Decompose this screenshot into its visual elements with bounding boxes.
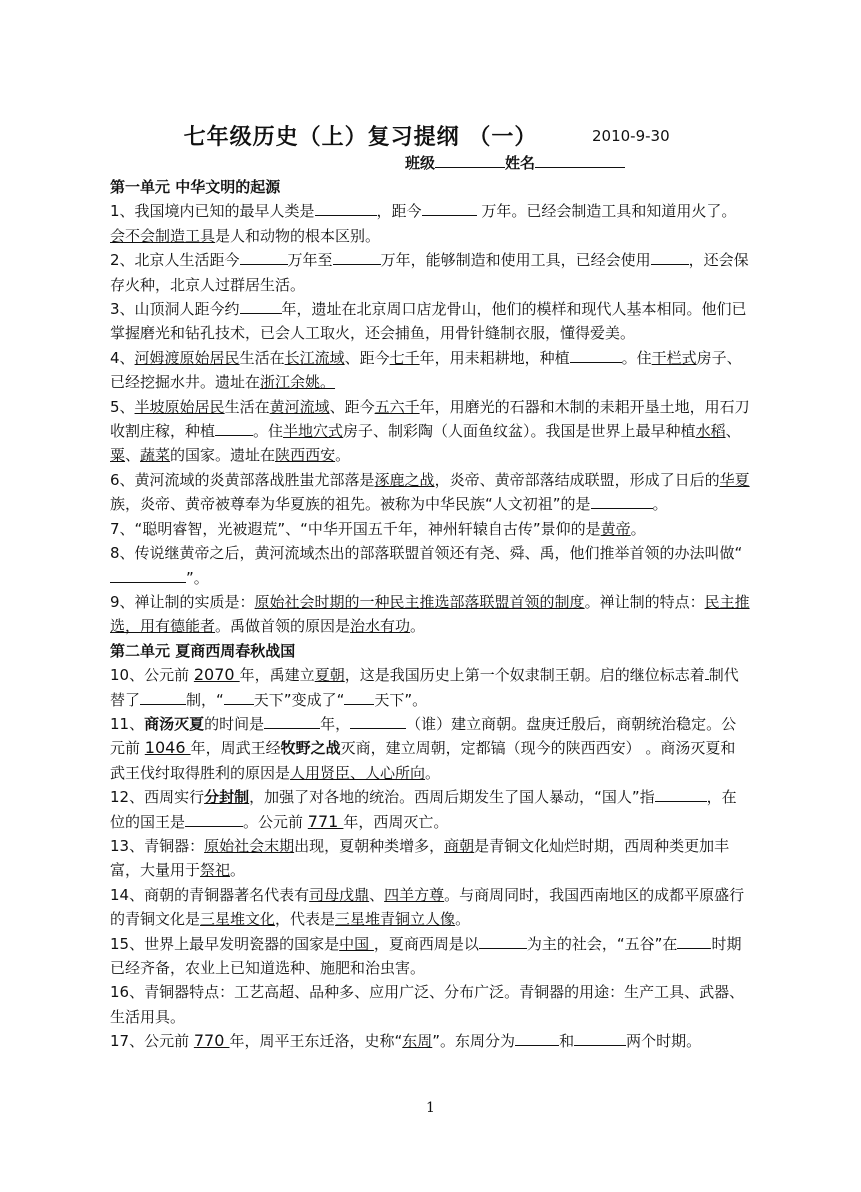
q11-bold-2: 牧野之战	[280, 739, 341, 758]
q11-text-e: 年，周武王经	[190, 739, 281, 758]
q11-text-f: 灭商，建立周朝，定都镐（现今的陕西西安） 。商汤灭夏和武王伐纣取得胜利的原因是	[110, 739, 736, 782]
q15-underline-1: 中国	[339, 934, 374, 953]
question-7	[110, 517, 750, 541]
q1-text-d: 是人和动物的根本区别。	[215, 226, 381, 245]
q7-text-b: 。	[630, 519, 646, 538]
q4-text-f: 房子、已经挖掘水井。遗址在	[110, 348, 742, 392]
question-16	[110, 980, 750, 1029]
q10-blank-4	[344, 690, 374, 705]
class-name-line	[405, 152, 625, 173]
q17-blank-1	[515, 1031, 559, 1046]
outline-content	[110, 175, 750, 1054]
q13-text-c: 是青铜文化灿烂时期，西周种类更加丰富，大量用于	[110, 836, 730, 880]
q11-text-g: 。	[425, 763, 441, 782]
q14-underline-1: 司母戊鼎	[309, 885, 370, 904]
q4-text-c: 、距今	[344, 348, 390, 367]
q6-underline-1: 涿鹿之战	[374, 470, 435, 489]
q5-underline-5: 水稻	[695, 422, 726, 441]
q4-text-e: 。住	[621, 348, 652, 367]
question-2	[110, 248, 750, 297]
q1-blank-2	[422, 201, 477, 216]
q3-text-a: 3、山顶洞人距今约	[110, 300, 240, 319]
q5-text-h: 、	[125, 446, 141, 465]
q15-text-b: ，夏商西周是以	[373, 934, 479, 953]
question-4	[110, 346, 750, 395]
q1-blank-1	[315, 201, 377, 216]
q15-text-d: 时期已经齐备，农业上已知道选种、施肥和治虫害。	[110, 934, 742, 977]
q9-underline-3: 治水有功	[350, 617, 411, 636]
q9-text-a: 9、禅让制的实质是：	[110, 592, 255, 611]
question-8	[110, 541, 750, 590]
q2-blank-3	[651, 250, 689, 265]
q13-underline-1: 原始社会末期	[204, 836, 295, 855]
q5-underline-2: 黄河流域	[269, 397, 330, 416]
q10-text-e: 制，“	[186, 690, 224, 709]
q6-text-b: ，炎帝、黄帝部落结成联盟，形成了日后的	[434, 470, 720, 489]
q2-blank-1	[240, 250, 288, 265]
q3-blank-1	[240, 299, 282, 314]
question-14	[110, 883, 750, 932]
question-3	[110, 297, 750, 346]
q6-text-a: 6、黄河流域的炎黄部落战胜蚩尤部落是	[110, 470, 375, 489]
q5-text-i: 的国家。遗址在	[170, 446, 276, 465]
q5-underline-8: 陕西西安	[275, 446, 336, 465]
q5-underline-4: 半地穴式	[283, 422, 344, 441]
q6-text-d: 。	[652, 495, 668, 514]
q17-underline-2: 东周	[402, 1032, 433, 1051]
q17-underline-1: 770	[193, 1031, 230, 1051]
q6-underline-2: 华夏	[719, 470, 750, 489]
q4-blank-1	[570, 348, 622, 363]
q11-text-d: （谁）建立商朝。盘庚迁殷后，商朝统治稳定。公元前	[110, 714, 737, 758]
q17-blank-2	[574, 1031, 626, 1046]
q4-underline-5: 浙江余姚。	[260, 373, 336, 392]
name-label: 姓名	[505, 154, 536, 172]
q5-text-g: 、	[725, 422, 741, 441]
q14-underline-4: 三星堆青铜立人像	[335, 910, 456, 929]
q11-underline-1: 1046	[144, 738, 191, 758]
q2-text-a: 2、北京人生活距今	[110, 251, 240, 270]
unit1-heading: 第一单元 中华文明的起源	[110, 178, 281, 196]
q1-text-c: 万年。已经会制造工具和知道用火了。	[476, 202, 737, 221]
q16-text-a: 16、青铜器特点：工艺高超、品种多、应用广泛、分布广泛。青铜器的用途：生产工具、武器、生活用具。	[110, 983, 745, 1026]
q10-text-d: 制代替了	[110, 666, 739, 709]
class-blank	[435, 153, 505, 168]
q5-underline-6: 粟	[110, 446, 126, 465]
q17-text-c: ”。东周分为	[432, 1032, 516, 1051]
question-15	[110, 932, 750, 981]
q4-text-d: 年，用耒耜耕地，种植	[419, 348, 570, 367]
q13-underline-2: 商朝	[444, 836, 475, 855]
name-blank	[535, 153, 625, 168]
q12-text-c: ，在位的国王是	[110, 788, 737, 831]
q1-text-a: 1、我国境内已知的最早人类是	[110, 202, 315, 221]
q4-text-b: 生活在	[239, 348, 285, 367]
q6-text-c: 族，炎帝、黄帝被尊奉为华夏族的祖先。被称为中华民族“人文初祖”的是	[110, 495, 591, 514]
q13-text-a: 13、青铜器：	[110, 836, 205, 855]
question-9	[110, 590, 750, 639]
q4-underline-1: 河姆渡原始居民	[134, 348, 240, 367]
q14-text-b: 、	[369, 885, 385, 904]
q14-underline-2: 四羊方尊	[384, 885, 445, 904]
q4-text-a: 4、	[110, 348, 135, 367]
q6-blank-1	[591, 494, 653, 509]
q5-underline-7: 蔬菜	[140, 446, 171, 465]
question-10	[110, 663, 750, 712]
q5-text-b: 生活在	[224, 397, 270, 416]
q14-underline-3: 三星堆文化	[200, 910, 276, 929]
q13-text-b: 出现，夏朝种类增多，	[294, 836, 445, 855]
q12-text-d: 。公元前	[243, 812, 308, 831]
q15-text-c: 为主的社会，“五谷”在	[526, 934, 678, 953]
question-17	[110, 1029, 750, 1053]
q14-text-d: ，代表是	[275, 910, 336, 929]
q4-underline-2: 长江流域	[284, 348, 345, 367]
question-6	[110, 468, 750, 517]
q14-text-c: 。与商周同时，我国西南地区的成都平原盛行的青铜文化是	[110, 885, 745, 929]
q4-underline-3: 七千	[389, 348, 420, 367]
q10-text-b: 年，禹建立	[239, 666, 315, 685]
q10-text-c: ，这是我国历史上第一个奴隶制王朝。启的继位标志着	[344, 666, 705, 685]
q3-text-b: 年，遗址在北京周口店龙骨山，他们的模样和现代人基本相同。他们已掌握磨光和钻孔技术，已会人工取火，还会捕鱼，用骨针缝制衣服，懂得爱美。	[110, 300, 747, 343]
q12-underline-bold: 分封制	[204, 788, 250, 807]
q11-text-c: 年，	[320, 714, 351, 733]
q12-text-a: 12、西周实行	[110, 788, 205, 807]
q10-text-a: 10、公元前	[110, 666, 194, 685]
q11-text-b: 的时间是	[204, 714, 265, 733]
q1-underline-1: 会不会制造工具	[110, 226, 216, 245]
q7-underline-1: 黄帝	[600, 519, 631, 538]
q12-text-e: 年，西周灭亡。	[343, 812, 449, 831]
q5-text-a: 5、	[110, 397, 135, 416]
q14-text-a: 14、商朝的青铜器著名代表有	[110, 885, 310, 904]
q4-underline-4: 干栏式	[651, 348, 697, 367]
q12-text-b: ，加强了对各地的统治。西周后期发生了国人暴动，“国人”指	[249, 788, 655, 807]
question-1	[110, 199, 750, 248]
q17-text-e: 两个时期。	[626, 1032, 702, 1051]
q10-text-g: 天下”。	[374, 690, 428, 709]
q11-underline-2: 人用贤臣、人心所向	[290, 763, 426, 782]
page-number: 1	[426, 1100, 435, 1116]
q10-underline-2: 夏朝	[314, 666, 345, 685]
q14-text-e: 。	[455, 910, 471, 929]
q15-blank-1	[479, 934, 527, 949]
q10-text-f: 天下”变成了“	[253, 690, 345, 709]
q1-text-b: ，距今	[376, 202, 422, 221]
q17-text-b: 年，周平王东迁洛，史称“	[229, 1032, 403, 1051]
q12-blank-2	[185, 812, 243, 827]
q5-blank-1	[215, 421, 253, 436]
class-label: 班级	[405, 154, 436, 172]
q2-text-d: ，还会保存火种，北京人过群居生活。	[110, 251, 749, 294]
q8-text-b: ”。	[186, 568, 209, 587]
q5-text-c: 、距今	[329, 397, 375, 416]
q10-blank-3	[224, 690, 254, 705]
question-5	[110, 395, 750, 468]
q12-blank-1	[655, 787, 707, 802]
q8-blank-1	[110, 568, 186, 583]
q10-blank-2	[140, 690, 186, 705]
q5-text-f: 房子、制彩陶（人面鱼纹盆）。我国是世界上最早种植	[343, 422, 696, 441]
q5-text-e: 。住	[253, 422, 284, 441]
q7-text-a: 7、“聪明睿智，光被遐荒”、“中华开国五千年，神州轩辕自古传”景仰的是	[110, 519, 601, 538]
q9-text-b: 。禅让制的特点：	[584, 592, 705, 611]
question-11	[110, 712, 750, 785]
q15-blank-2	[677, 934, 711, 949]
q15-text-a: 15、世界上最早发明瓷器的国家是	[110, 934, 340, 953]
q9-text-d: 。	[410, 617, 426, 636]
q11-blank-2	[350, 714, 406, 729]
unit2-heading: 第二单元 夏商西周春秋战国	[110, 641, 296, 660]
q11-text-a: 11、	[110, 714, 145, 733]
page-title: 七年级历史（上）复习提纲 （一）	[183, 125, 538, 150]
q9-underline-2: 民主推选，用有德能者	[110, 592, 750, 636]
q5-text-d: 年，用磨光的石器和木制的耒耜开垦土地，用石刀收割庄稼，种植	[110, 397, 750, 441]
question-12	[110, 785, 750, 834]
q13-underline-3: 祭祀	[200, 861, 231, 880]
q12-underline-1: 771	[307, 811, 344, 831]
q17-text-a: 17、公元前	[110, 1032, 194, 1051]
q9-underline-1: 原始社会时期的一种民主推选部落联盟首领的制度	[254, 592, 585, 611]
q2-text-c: 万年，能够制造和使用工具，已经会使用	[380, 251, 651, 270]
q13-text-d: 。	[230, 861, 246, 880]
q10-underline-1: 2070	[193, 665, 240, 685]
q2-blank-2	[333, 250, 381, 265]
q11-bold-1: 商汤灭夏	[144, 714, 205, 733]
q9-text-c: 。禹做首领的原因是	[215, 617, 351, 636]
date-label: 2010-9-30	[592, 127, 670, 145]
q8-text-a: 8、传说继黄帝之后，黄河流域杰出的部落联盟首领还有尧、舜、禹，他们推举首领的办法叫做“	[110, 544, 743, 563]
q2-text-b: 万年至	[287, 251, 333, 270]
question-13	[110, 834, 750, 883]
q11-blank-1	[264, 714, 320, 729]
q5-underline-3: 五六千	[374, 397, 420, 416]
q17-text-d: 和	[559, 1032, 575, 1051]
q5-text-j: 。	[335, 446, 351, 465]
q5-underline-1: 半坡原始居民	[134, 397, 225, 416]
